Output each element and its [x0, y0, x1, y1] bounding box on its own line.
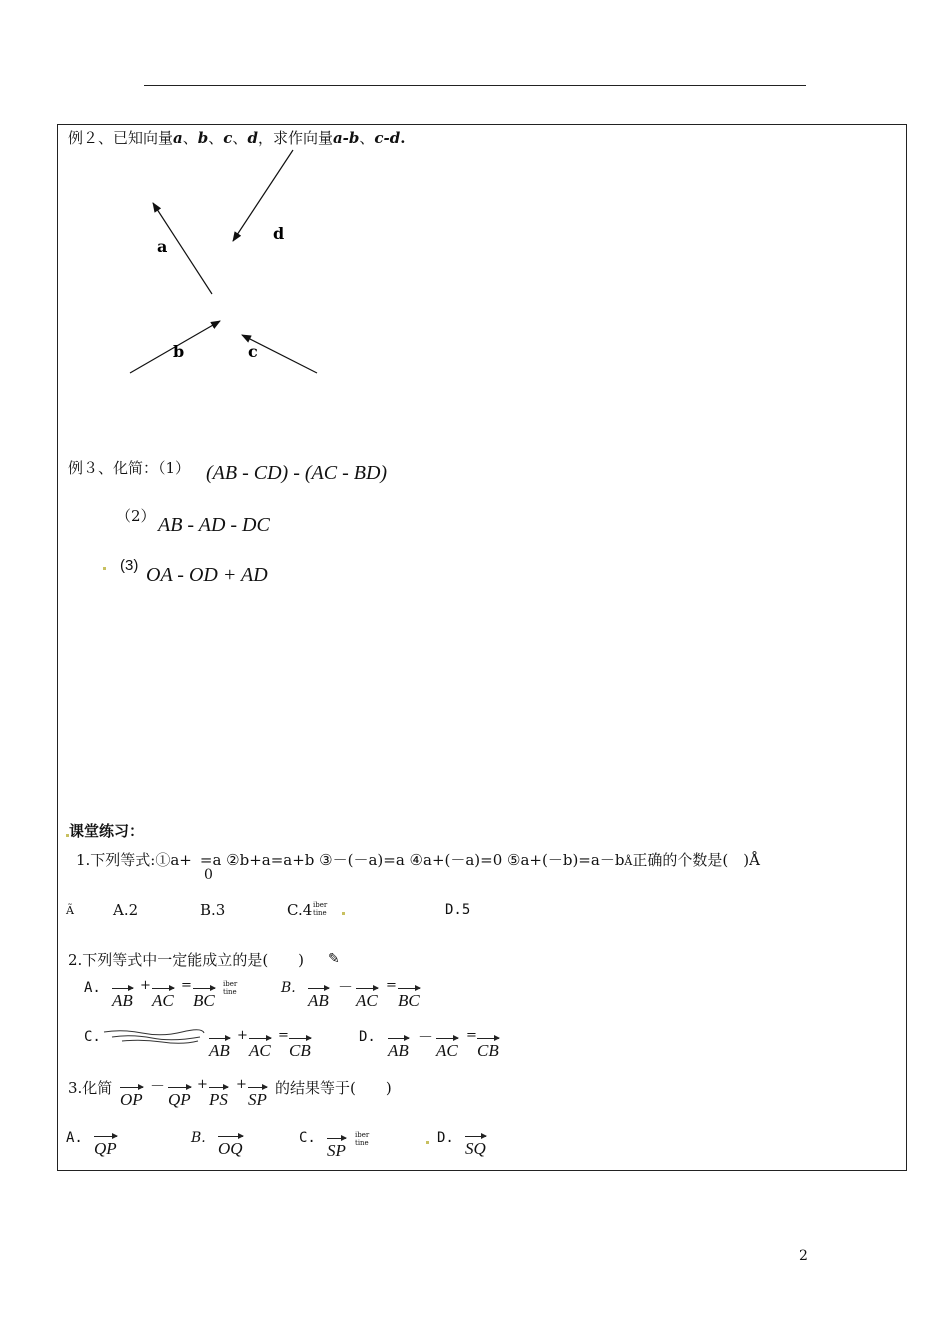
q1-option-d[interactable]: D.5 [445, 902, 471, 918]
vector-b-label: b [173, 342, 185, 361]
vector-QP: QP [94, 1139, 117, 1158]
q1-option-b[interactable]: B.3 [200, 901, 226, 919]
op-equals: = [466, 1028, 477, 1043]
header-rule [144, 85, 806, 86]
vector-AB: AB [308, 991, 329, 1010]
q3-ocr-mark: iber tine [355, 1131, 370, 1147]
q3-label-c[interactable]: C. [299, 1130, 316, 1146]
example3-expr1: (AB - CD) - (AC - BD) [206, 462, 388, 484]
vector-c-label: c [248, 342, 258, 361]
q1-lead-glyph: Ã [66, 904, 74, 917]
op-minus: － [150, 1077, 166, 1095]
vector-QP: QP [168, 1090, 191, 1109]
q2-label-b[interactable]: B. [281, 980, 296, 996]
vector-BC: BC [398, 991, 420, 1010]
vector-BC: BC [193, 991, 215, 1010]
example3-label3: (3) [120, 557, 139, 574]
op-plus: + [236, 1077, 247, 1092]
vector-AC: AC [249, 1041, 271, 1060]
page-number: 2 [799, 1248, 808, 1264]
scan-mark [342, 912, 345, 915]
example2-statement: 例２、已知向量a、b、c、d，求作向量a-b、c-d. [68, 129, 406, 147]
q2-label-d[interactable]: D. [359, 1029, 376, 1045]
vector-AC: AC [436, 1041, 458, 1060]
vector-d-label: d [273, 224, 285, 243]
q2-label-a[interactable]: A. [84, 980, 101, 996]
q3-label-a[interactable]: A. [66, 1130, 83, 1146]
scan-mark [103, 567, 106, 570]
op-plus: + [197, 1077, 208, 1092]
q1-option-c[interactable]: C.4 [287, 901, 313, 919]
pen-mark-icon: ✎ [328, 951, 340, 967]
example3-title: 例３、化简：（1） [68, 459, 191, 477]
vector-OQ: OQ [218, 1139, 243, 1158]
vector-diagram [100, 140, 360, 390]
q1-option-a[interactable]: A.2 [113, 901, 139, 919]
example3-expr3: OA - OD + AD [146, 564, 268, 586]
vector-SP: SP [327, 1141, 346, 1160]
practice-heading: 课堂练习： [69, 822, 145, 840]
q2-ocr-mark: iber tine [223, 980, 238, 996]
vector-a-label: a [157, 237, 168, 256]
q1-statement: 1.下列等式:①a+ =a ②b+a=a+b ③－(－a)=a ④a+(－a)=0 ⑤a+(－b)=a－bÅ正确的个数是( )Å [76, 851, 760, 869]
scan-mark [426, 1141, 429, 1144]
vector-CB: CB [477, 1041, 499, 1060]
vector-AB: AB [112, 991, 133, 1010]
q2-statement: 2.下列等式中一定能成立的是( ) [68, 951, 305, 969]
q3-tail: 的结果等于( ) [275, 1079, 392, 1097]
q3-label-d[interactable]: D. [437, 1130, 454, 1146]
vector-AC: AC [152, 991, 174, 1010]
vector-AC: AC [356, 991, 378, 1010]
op-plus: + [140, 978, 151, 993]
op-equals: = [386, 978, 397, 993]
vector-SQ: SQ [465, 1139, 486, 1158]
op-minus: － [418, 1028, 434, 1046]
vector-PS: PS [209, 1090, 228, 1109]
vector-OP: OP [120, 1090, 143, 1109]
q1-zero-subscript: 0 [204, 867, 213, 883]
q2-label-c[interactable]: C. [84, 1029, 101, 1045]
op-minus: － [338, 978, 354, 996]
q3-statement: 3.化简 [68, 1079, 113, 1097]
q1-ocr-mark: iber tine [313, 901, 328, 917]
op-equals: = [181, 978, 192, 993]
scribble-mark [102, 1028, 206, 1044]
q3-label-b[interactable]: B. [191, 1130, 206, 1146]
vector-AB: AB [209, 1041, 230, 1060]
example3-expr2: AB - AD - DC [158, 514, 270, 536]
op-plus: + [237, 1028, 248, 1043]
op-equals: = [278, 1028, 289, 1043]
vector-SP: SP [248, 1090, 267, 1109]
vector-CB: CB [289, 1041, 311, 1060]
vector-AB: AB [388, 1041, 409, 1060]
example3-label2: （2） [116, 507, 156, 525]
